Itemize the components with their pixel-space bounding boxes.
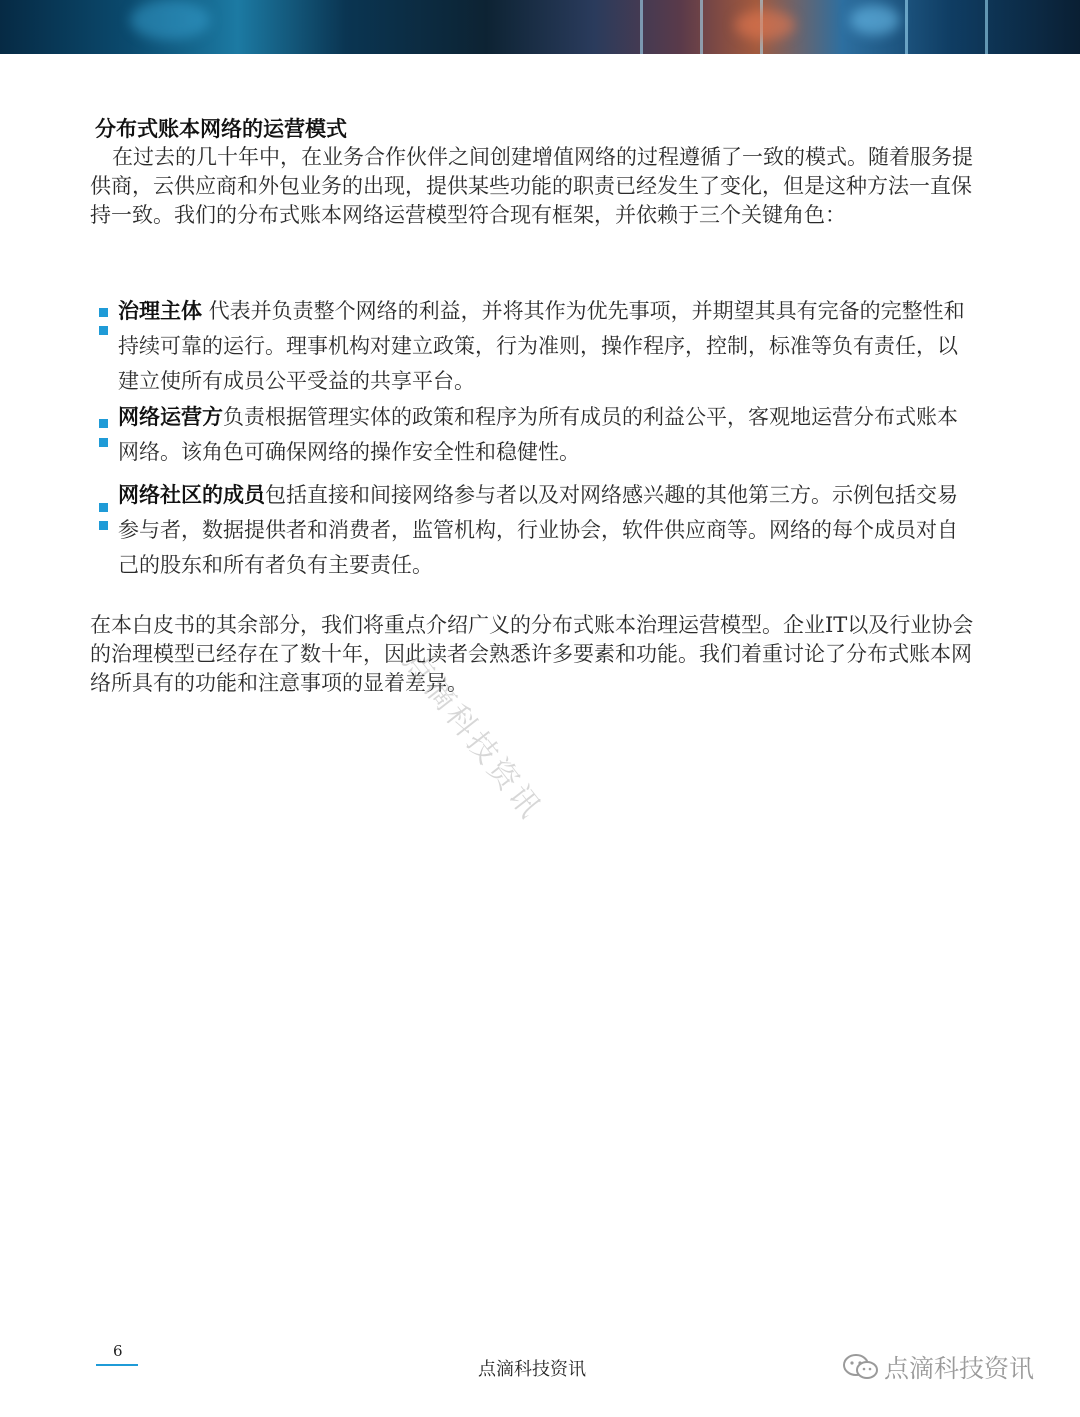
bullet-marker <box>99 503 108 512</box>
intro-paragraph: 在过去的几十年中，在业务合作伙伴之间创建增值网络的过程遵循了一致的模式。随着服务提供商，云供应商和外包业务的出现，提供某些功能的职责已经发生了变化，但是这种方法一直保持一致。我们的分布式账本网络运营模型符合现有框架，并依赖于三个关键角色： <box>90 145 973 227</box>
footer-source-label: 点滴科技资讯 <box>884 1354 1035 1383</box>
role-term: 治理主体 <box>118 299 202 323</box>
page-number-underline <box>96 1364 138 1366</box>
bullet-marker <box>99 521 108 530</box>
banner-glow <box>130 0 210 40</box>
role-description: 代表并负责整个网络的利益，并将其作为优先事项，并期望其具有完备的完整性和持续可靠的运行。理事机构对建立政策，行为准则，操作程序，控制，标准等负有责任，以建立使所有成员公平受益的共享平台。 <box>118 299 965 393</box>
role-item-governance <box>118 294 978 399</box>
banner-glow <box>850 5 900 35</box>
wechat-icon <box>842 1353 880 1381</box>
role-description: 负责根据管理实体的政策和程序为所有成员的利益公平，客观地运营分布式账本网络。该角色可确保网络的操作安全性和稳健性。 <box>118 405 958 464</box>
role-term: 网络运营方 <box>118 405 223 429</box>
banner-light-streak <box>905 0 908 54</box>
bullet-marker <box>99 438 108 447</box>
page-number: 6 <box>113 1342 123 1360</box>
bullet-marker <box>99 419 108 428</box>
banner-glow <box>735 10 795 40</box>
watermark: 点滴科技资讯 <box>396 644 550 828</box>
bullet-marker <box>99 308 108 317</box>
role-item-operator <box>118 400 978 470</box>
section-heading: 分布式账本网络的运营模式 <box>95 117 347 141</box>
header-banner <box>0 0 1080 54</box>
bullet-marker <box>99 326 108 335</box>
banner-light-streak <box>700 0 703 54</box>
role-item-members <box>118 478 978 583</box>
role-description: 包括直接和间接网络参与者以及对网络感兴趣的其他第三方。示例包括交易参与者，数据提供者和消费者，监管机构，行业协会，软件供应商等。网络的每个成员对自己的股东和所有者负有主要责任。 <box>118 483 958 577</box>
banner-light-streak <box>985 0 988 54</box>
outro-paragraph: 在本白皮书的其余部分，我们将重点介绍广义的分布式账本治理运营模型。企业IT以及行业协会的治理模型已经存在了数十年，因此读者会熟悉许多要素和功能。我们着重讨论了分布式账本网络所具有的功能和注意事项的显着差异。 <box>90 613 974 695</box>
role-term: 网络社区的成员 <box>118 483 265 507</box>
footer-title: 点滴科技资讯 <box>478 1359 586 1380</box>
footer-source <box>842 1349 1034 1385</box>
banner-light-streak <box>640 0 643 54</box>
